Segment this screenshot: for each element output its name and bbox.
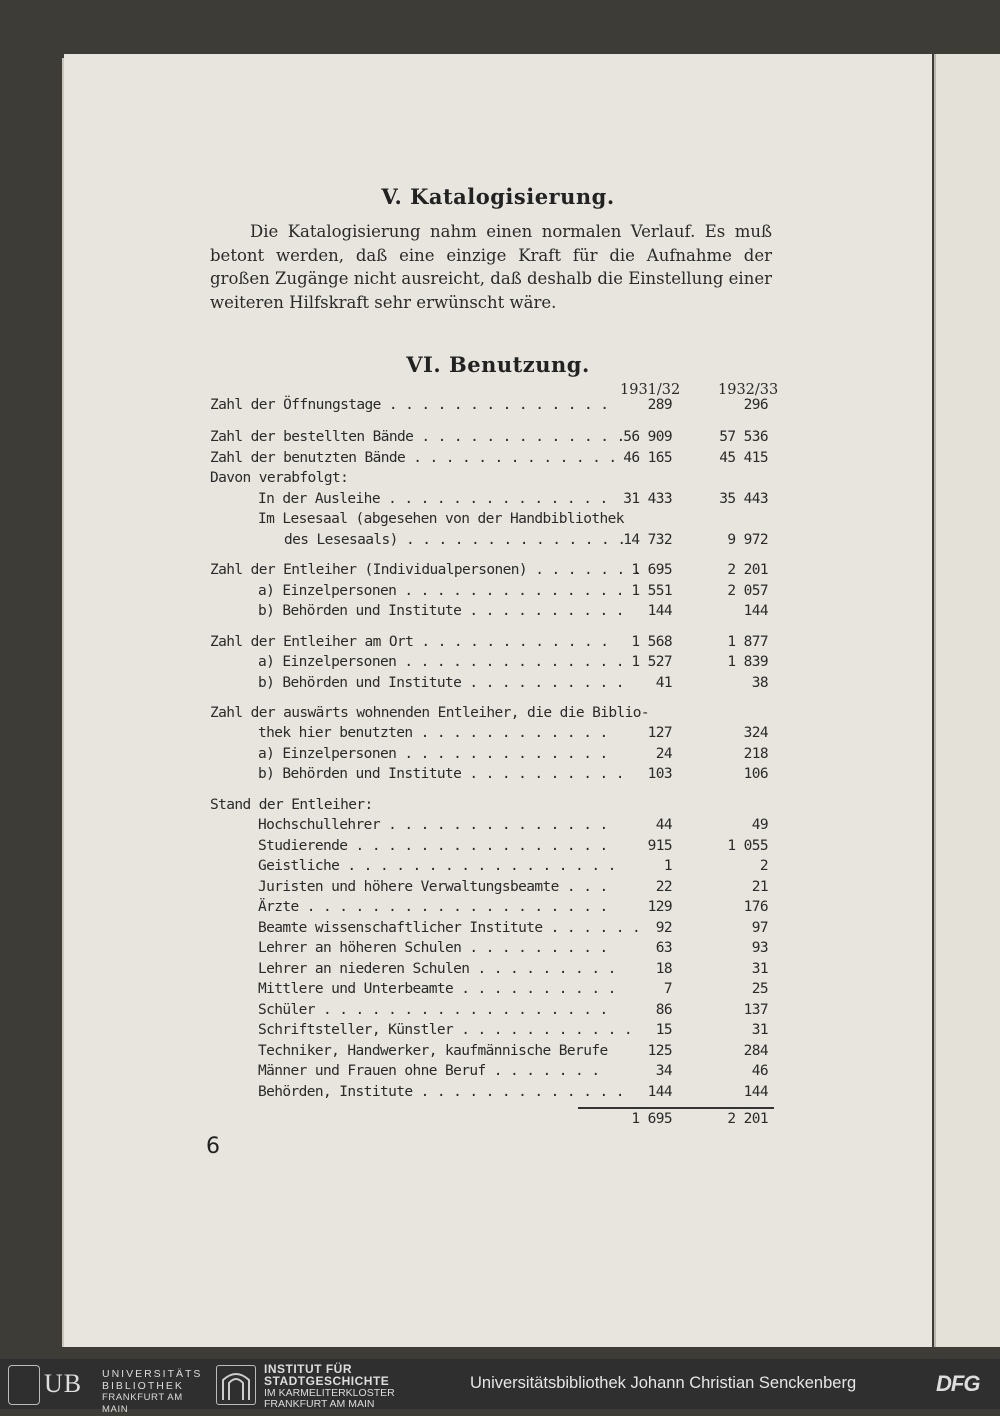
value-1932: 9 972: [727, 532, 768, 548]
total-1932: 2 201: [727, 1111, 768, 1127]
value-1931: 1 527: [631, 654, 672, 670]
row-label: b) Behörden und Institute . . . . . . . . . .: [258, 675, 624, 691]
value-1932: 57 536: [719, 429, 768, 445]
value-1931: 41: [655, 675, 672, 691]
value-1932: 25: [751, 981, 768, 997]
table-row: [64, 797, 932, 817]
row-label: b) Behörden und Institute . . . . . . . . . .: [258, 766, 624, 782]
row-label: des Lesesaals) . . . . . . . . . . . . . .: [284, 532, 626, 548]
table-row: [64, 562, 932, 582]
row-label: Schriftsteller, Künstler . . . . . . . . . . .: [258, 1022, 632, 1038]
value-1931: 289: [647, 397, 672, 413]
ub-line: BIBLIOTHEK: [102, 1380, 184, 1392]
arch-icon: [216, 1365, 256, 1405]
value-1931: 34: [655, 1063, 672, 1079]
ub-letters: UB: [44, 1369, 83, 1398]
row-label: Techniker, Handwerker, kaufmännische Berufe: [258, 1043, 608, 1059]
value-1931: 144: [647, 1084, 672, 1100]
value-1931: 18: [655, 961, 672, 977]
value-1931: 92: [655, 920, 672, 936]
value-1932: 31: [751, 1022, 768, 1038]
row-label: Schüler . . . . . . . . . . . . . . . . . .: [258, 1002, 608, 1018]
value-1931: 14 732: [623, 532, 672, 548]
table-row: [64, 920, 932, 940]
table-row: [64, 511, 932, 531]
table-row: [64, 1084, 932, 1104]
table-row: [64, 470, 932, 490]
section-v-paragraph: [210, 220, 772, 314]
value-1932: 1 839: [727, 654, 768, 670]
value-1932: 97: [751, 920, 768, 936]
row-label: In der Ausleihe . . . . . . . . . . . . . .: [258, 491, 608, 507]
value-1931: 24: [655, 746, 672, 762]
table-row: [64, 705, 932, 725]
value-1931: 1 568: [631, 634, 672, 650]
value-1932: 21: [751, 879, 768, 895]
row-label: Zahl der Entleiher am Ort . . . . . . . . . . . .: [210, 634, 609, 650]
value-1932: 284: [743, 1043, 768, 1059]
table-row: [64, 961, 932, 981]
row-label: Ärzte . . . . . . . . . . . . . . . . . . .: [258, 899, 608, 915]
value-1931: 44: [655, 817, 672, 833]
value-1931: 22: [655, 879, 672, 895]
value-1932: 35 443: [719, 491, 768, 507]
row-label: Männer und Frauen ohne Beruf . . . . . . .: [258, 1063, 600, 1079]
year-header-1931: 1931/32: [620, 382, 681, 398]
ifs-line: INSTITUT FÜR: [264, 1362, 352, 1376]
value-1931: 103: [647, 766, 672, 782]
page-number: 6: [206, 1134, 220, 1159]
value-1932: 2 057: [727, 583, 768, 599]
ub-seal-icon: [8, 1365, 40, 1405]
value-1931: 86: [655, 1002, 672, 1018]
document-page: [64, 54, 932, 1347]
value-1932: 1 055: [727, 838, 768, 854]
value-1931: 46 165: [623, 450, 672, 466]
dfg-logo[interactable]: DFG: [936, 1371, 980, 1396]
value-1932: 324: [743, 725, 768, 741]
row-label: Zahl der Öffnungstage . . . . . . . . . . . . . .: [210, 397, 609, 413]
value-1931: 1: [663, 858, 672, 874]
table-row: [64, 858, 932, 878]
ifs-line: STADTGESCHICHTE: [264, 1374, 390, 1388]
value-1932: 106: [743, 766, 768, 782]
year-header-1932: 1932/33: [718, 382, 779, 398]
value-1931: 125: [647, 1043, 672, 1059]
table-row: [64, 1063, 932, 1083]
row-label: Davon verabfolgt:: [210, 470, 349, 486]
row-label: a) Einzelpersonen . . . . . . . . . . . . . .: [258, 654, 624, 670]
paragraph-line: großen Zugänge nicht ausreicht, daß deshalb die Einstellung einer: [210, 269, 772, 288]
row-label: Zahl der bestellten Bände . . . . . . . . . . . . .: [210, 429, 625, 445]
value-1931: 31 433: [623, 491, 672, 507]
table-row: [64, 583, 932, 603]
ifs-line: IM KARMELITERKLOSTER: [264, 1387, 395, 1399]
row-label: Zahl der auswärts wohnenden Entleiher, die die Biblio-: [210, 705, 650, 721]
table-row: [64, 603, 932, 623]
table-row: [64, 725, 932, 745]
table-row: [64, 817, 932, 837]
ifs-logo[interactable]: [216, 1362, 396, 1410]
value-1931: 1 551: [631, 583, 672, 599]
value-1931: 129: [647, 899, 672, 915]
value-1932: 296: [743, 397, 768, 413]
value-1932: 218: [743, 746, 768, 762]
value-1931: 15: [655, 1022, 672, 1038]
ub-line: UNIVERSITÄTS: [102, 1368, 203, 1380]
value-1932: 46: [751, 1063, 768, 1079]
section-v-title: V. Katalogisierung.: [381, 184, 615, 209]
row-label: Lehrer an niederen Schulen . . . . . . . . .: [258, 961, 616, 977]
value-1932: 45 415: [719, 450, 768, 466]
paragraph-line: betont werden, daß eine einzige Kraft für die Aufnahme der: [210, 245, 772, 265]
row-label: Beamte wissenschaftlicher Institute . . . . . .: [258, 920, 641, 936]
library-title[interactable]: Universitätsbibliothek Johann Christian Senckenberg: [470, 1374, 857, 1392]
value-1932: 2: [759, 858, 768, 874]
table-row: [64, 450, 932, 470]
value-1931: 144: [647, 603, 672, 619]
row-label: Geistliche . . . . . . . . . . . . . . . . .: [258, 858, 616, 874]
table-row: [64, 766, 932, 786]
value-1931: 63: [655, 940, 672, 956]
row-label: Juristen und höhere Verwaltungsbeamte . . .: [258, 879, 608, 895]
value-1931: 127: [647, 725, 672, 741]
value-1931: 56 909: [623, 429, 672, 445]
value-1932: 1 877: [727, 634, 768, 650]
table-row: [64, 429, 932, 449]
table-row: [64, 899, 932, 919]
value-1932: 38: [751, 675, 768, 691]
row-label: a) Einzelpersonen . . . . . . . . . . . . . .: [258, 583, 624, 599]
value-1931: 1 695: [631, 562, 672, 578]
row-label: Im Lesesaal (abgesehen von der Handbibliothek: [258, 511, 624, 527]
table-row: [64, 397, 932, 417]
table-row: [64, 879, 932, 899]
ub-line: FRANKFURT AM MAIN: [102, 1392, 183, 1415]
footer-bar: [0, 1359, 1000, 1415]
table-row: [64, 746, 932, 766]
row-label: a) Einzelpersonen . . . . . . . . . . . . .: [258, 746, 608, 762]
row-label: Zahl der benutzten Bände . . . . . . . . . . . . .: [210, 450, 617, 466]
paragraph-line: Die Katalogisierung nahm einen normalen Verlauf. Es muß: [250, 222, 772, 241]
row-label: Stand der Entleiher:: [210, 797, 373, 813]
ifs-name: [264, 1364, 395, 1410]
table-row: [64, 491, 932, 511]
value-1931: 915: [647, 838, 672, 854]
value-1932: 144: [743, 603, 768, 619]
value-1932: 2 201: [727, 562, 768, 578]
row-label: Mittlere und Unterbeamte . . . . . . . . . .: [258, 981, 616, 997]
value-1932: 176: [743, 899, 768, 915]
table-row: [64, 654, 932, 674]
value-1932: 144: [743, 1084, 768, 1100]
value-1932: 93: [751, 940, 768, 956]
paragraph-line: weiteren Hilfskraft sehr erwünscht wäre.: [210, 292, 557, 312]
value-1932: 31: [751, 961, 768, 977]
table-row: [64, 532, 932, 552]
value-1932: 137: [743, 1002, 768, 1018]
facing-page: [934, 54, 1000, 1347]
ub-logo[interactable]: [8, 1365, 208, 1415]
sum-rule: [578, 1107, 774, 1109]
row-label: Zahl der Entleiher (Individualpersonen) . . . . . . .: [210, 562, 641, 578]
table-row: [64, 838, 932, 858]
row-label: Studierende . . . . . . . . . . . . . . . .: [258, 838, 608, 854]
row-label: Behörden, Institute . . . . . . . . . . . . .: [258, 1084, 624, 1100]
table-row: [64, 675, 932, 695]
table-row: [64, 1002, 932, 1022]
value-1931: 7: [663, 981, 672, 997]
table-row: [64, 981, 932, 1001]
table-row: [64, 1022, 932, 1042]
total-1931: 1 695: [631, 1111, 672, 1127]
section-vi-title: VI. Benutzung.: [406, 352, 590, 377]
table-row: [64, 1043, 932, 1063]
row-label: Lehrer an höheren Schulen . . . . . . . . .: [258, 940, 608, 956]
row-label: thek hier benutzten . . . . . . . . . . . .: [258, 725, 608, 741]
table-row: [64, 634, 932, 654]
table-row: [64, 940, 932, 960]
row-label: Hochschullehrer . . . . . . . . . . . . . .: [258, 817, 608, 833]
value-1932: 49: [751, 817, 768, 833]
row-label: b) Behörden und Institute . . . . . . . . . .: [258, 603, 624, 619]
ifs-line: FRANKFURT AM MAIN: [264, 1398, 375, 1410]
